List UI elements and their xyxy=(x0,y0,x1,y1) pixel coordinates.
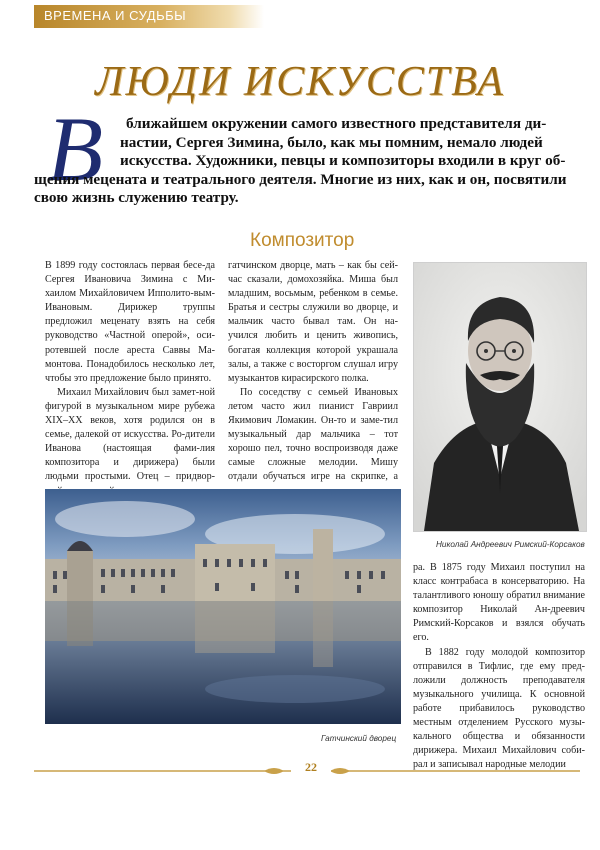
portrait-photo xyxy=(413,262,587,532)
text-column-2 xyxy=(228,259,398,513)
portrait-caption: Николай Андреевич Римский-Корсаков xyxy=(436,540,585,549)
palace-photo xyxy=(45,489,401,724)
lead-paragraph xyxy=(34,115,580,208)
lead-line: настии, Сергея Зимина, было, как мы помним, немало людей xyxy=(120,133,543,151)
paragraph: ра. В 1875 году Михаил поступил на класс контрабаса в консерваторию. На талантливого юношу обратил внимание композитор Николай Ан-дреевич Римский-Корсаков и взялся обучать его. xyxy=(413,562,585,644)
text-column-1 xyxy=(45,259,215,499)
paragraph: гатчинском дворце, мать – как бы сей-час сказали, домохозяйка. Миша был младшим, восьмым, ребенком в семье. Братья и сестры служили во дворце, и мальчик часто бывал там. Он на-учился любить и ценить живопись, богатая коллекция которой украшала залы, а также с восторгом слушал игру музыкантов кирасирского полка. xyxy=(228,260,398,384)
lead-line: ближайшем окружении самого известного представителя ди- xyxy=(126,115,547,132)
paragraph: В 1882 году молодой композитор отправился в Тифлис, где ему пред-ложили должность преподавателя музыкального училища. К основной работе прибавилось руководство местным отделением Русского музы-кального общества и обязанности дирижера. Михаил Михайлович соби-рал и записывал народные мелодии xyxy=(413,646,585,771)
portrait-illustration xyxy=(414,263,586,531)
paragraph: В 1899 году состоялась первая бесе-да Сергея Ивановича Зимина с Ми-хаилом Михайловичем Ипполито-вым-Ивановым. Дирижер труппы предложил меценату взять на себя руководство «Частной оперой», оси-ротевшей после ареста Саввы Ма-монтова. Понадобилось несколько лет, чтобы это предложение было принято. xyxy=(45,260,215,384)
article-title: ЛЮДИ ИСКУССТВА xyxy=(95,59,505,105)
section-header-label: ВРЕМЕНА И СУДЬБЫ xyxy=(44,8,187,23)
page-number: 22 xyxy=(291,760,331,775)
palace-caption: Гатчинский дворец xyxy=(321,734,397,743)
paragraph: Михаил Михайлович был замет-ной фигурой в музыкальном мире рубежа XIX–XX веков, хотя родился он в семье, далекой от искусства. Ро-дители Иванова (настоящая фами-лия композитора и дирижера) были людьми простыми. Отец – придвор- xyxy=(45,386,215,483)
section-title: Композитор xyxy=(250,230,355,251)
drop-cap: В xyxy=(46,98,104,200)
lead-line: искусства. Художники, певцы и композиторы входили в круг об- xyxy=(120,152,566,170)
text-column-3 xyxy=(413,561,585,772)
section-header-band xyxy=(34,5,264,28)
palace-illustration xyxy=(45,489,401,724)
lead-line: свою жизнь служению театру. xyxy=(34,189,239,207)
lead-line: щения мецената и театрального деятеля. Многие из них, как и он, посвятили xyxy=(34,170,567,188)
paragraph: По соседству с семьей Ивановых летом часто жил пианист Гавриил Якимович Ломакин. Он-то и заме-тил музыкальный дар мальчика – тот хорошо пел, точно воспроизводя даже самые сложные мелодии. Мишу отдали обучаться игре на скрипке, а xyxy=(228,386,398,483)
